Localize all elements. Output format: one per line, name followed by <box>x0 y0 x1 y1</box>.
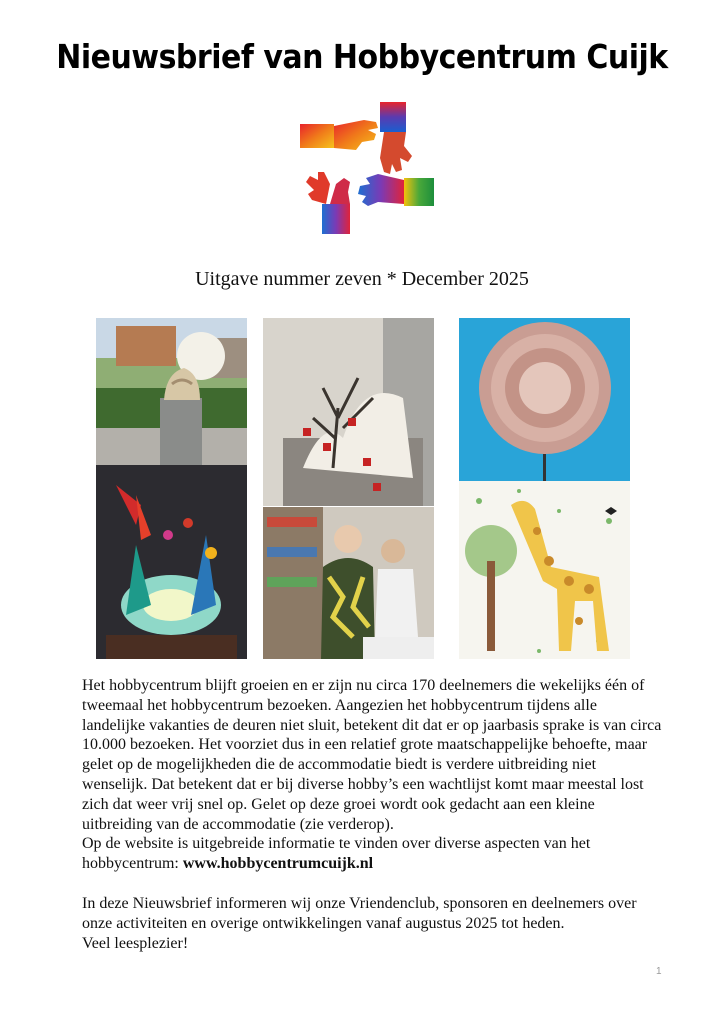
website-intro: Op de website is uitgebreide informatie te vinden over diverse aspecten van het hobbycentrum: <box>82 835 591 873</box>
photo-women-workshop <box>263 507 434 659</box>
photo-giraffe-painting <box>459 481 630 659</box>
closing-wish: Veel leesplezier! <box>82 934 189 952</box>
intro-paragraph: Het hobbycentrum blijft groeien en er zijn nu circa 170 deelnemers die wekelijks één of tweemaal het hobbycentrum bezoeken. Aangezien het hobbycentrum tijdens alle landelijke vakanties de deuren niet sluit, betekent dit dat er op jaarbasis sprake is van circa 10.000 bezoeken. Het voorziet dus in een relatief grote maatschappelijke behoefte, maar gelet op de mogelijkheden die de accommodatie biedt is verdere uitbreiding niet wenselijk. Dat betekent dat er bij diverse hobby’s een wachtlijst komt maar meestal lost zich dat weer vrij snel op. Gelet op deze groei wordt ook gedacht aan een kleine uitbreiding van de accommodatie (zie verderop). <box>82 677 662 833</box>
newsletter-title: Nieuwsbrief van Hobbycentrum Cuijk <box>56 38 668 77</box>
photo-shell-sculpture <box>96 318 247 465</box>
website-link[interactable]: www.hobbycentrumcuijk.nl <box>182 855 374 873</box>
hands-logo-icon <box>296 100 436 236</box>
closing-paragraph: In deze Nieuwsbrief informeren wij onze Vriendenclub, sponsoren en deelnemers over onze activiteiten en overige ontwikkelingen vanaf augustus 2025 tot heden. <box>82 894 637 932</box>
photo-ceramic-flower <box>459 318 630 481</box>
intro-text <box>82 676 662 953</box>
photo-book-art-tree <box>263 318 434 506</box>
photo-glass-lamp <box>96 465 247 659</box>
website-paragraph <box>82 834 662 874</box>
paragraph-spacer <box>82 874 662 894</box>
page-number: 1 <box>656 966 662 977</box>
issue-subtitle: Uitgave nummer zeven * December 2025 <box>195 268 529 290</box>
